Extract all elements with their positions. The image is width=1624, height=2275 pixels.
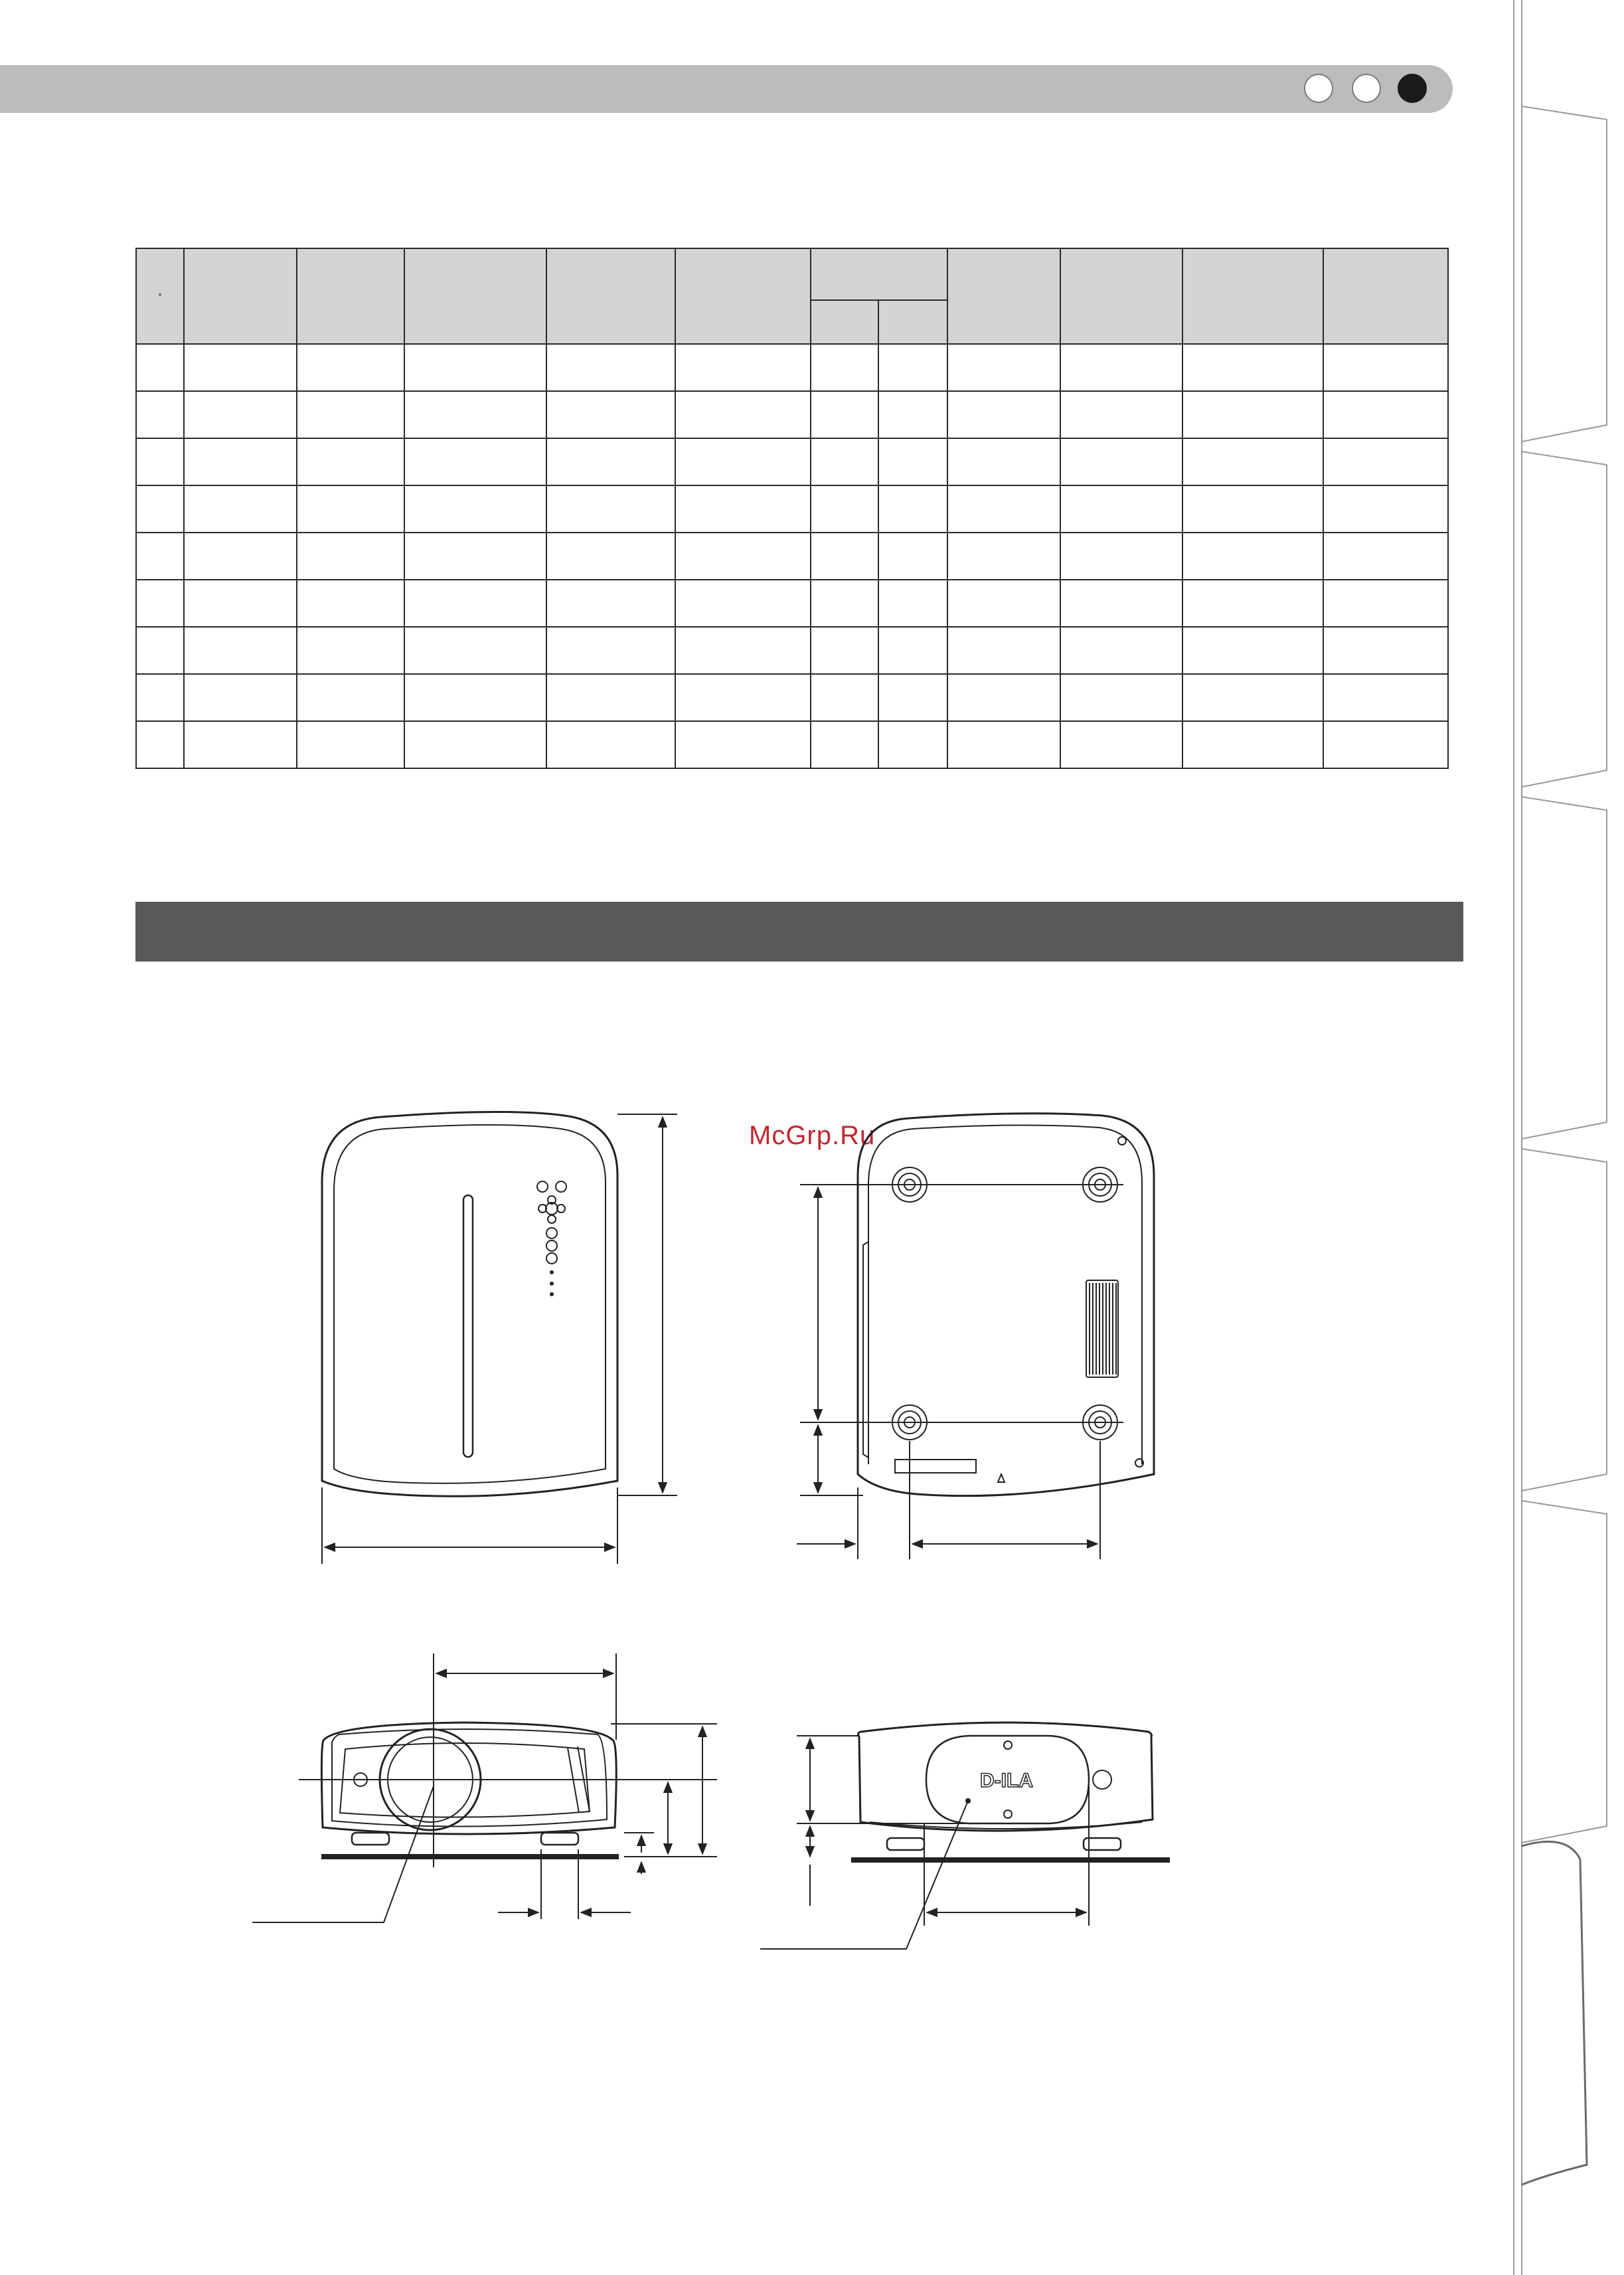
watermark-text: McGrp.Ru (749, 1121, 876, 1150)
chapter-tabs-edge (1514, 0, 1607, 2275)
rear-logo-text: D-ILA (980, 1770, 1033, 1792)
rear-view-drawing (760, 1723, 1170, 1949)
bottom-view-drawing (797, 1114, 1154, 1559)
front-view-drawing (252, 1653, 717, 1922)
top-view-drawing (322, 1112, 677, 1564)
header-marker: ° (158, 292, 162, 301)
